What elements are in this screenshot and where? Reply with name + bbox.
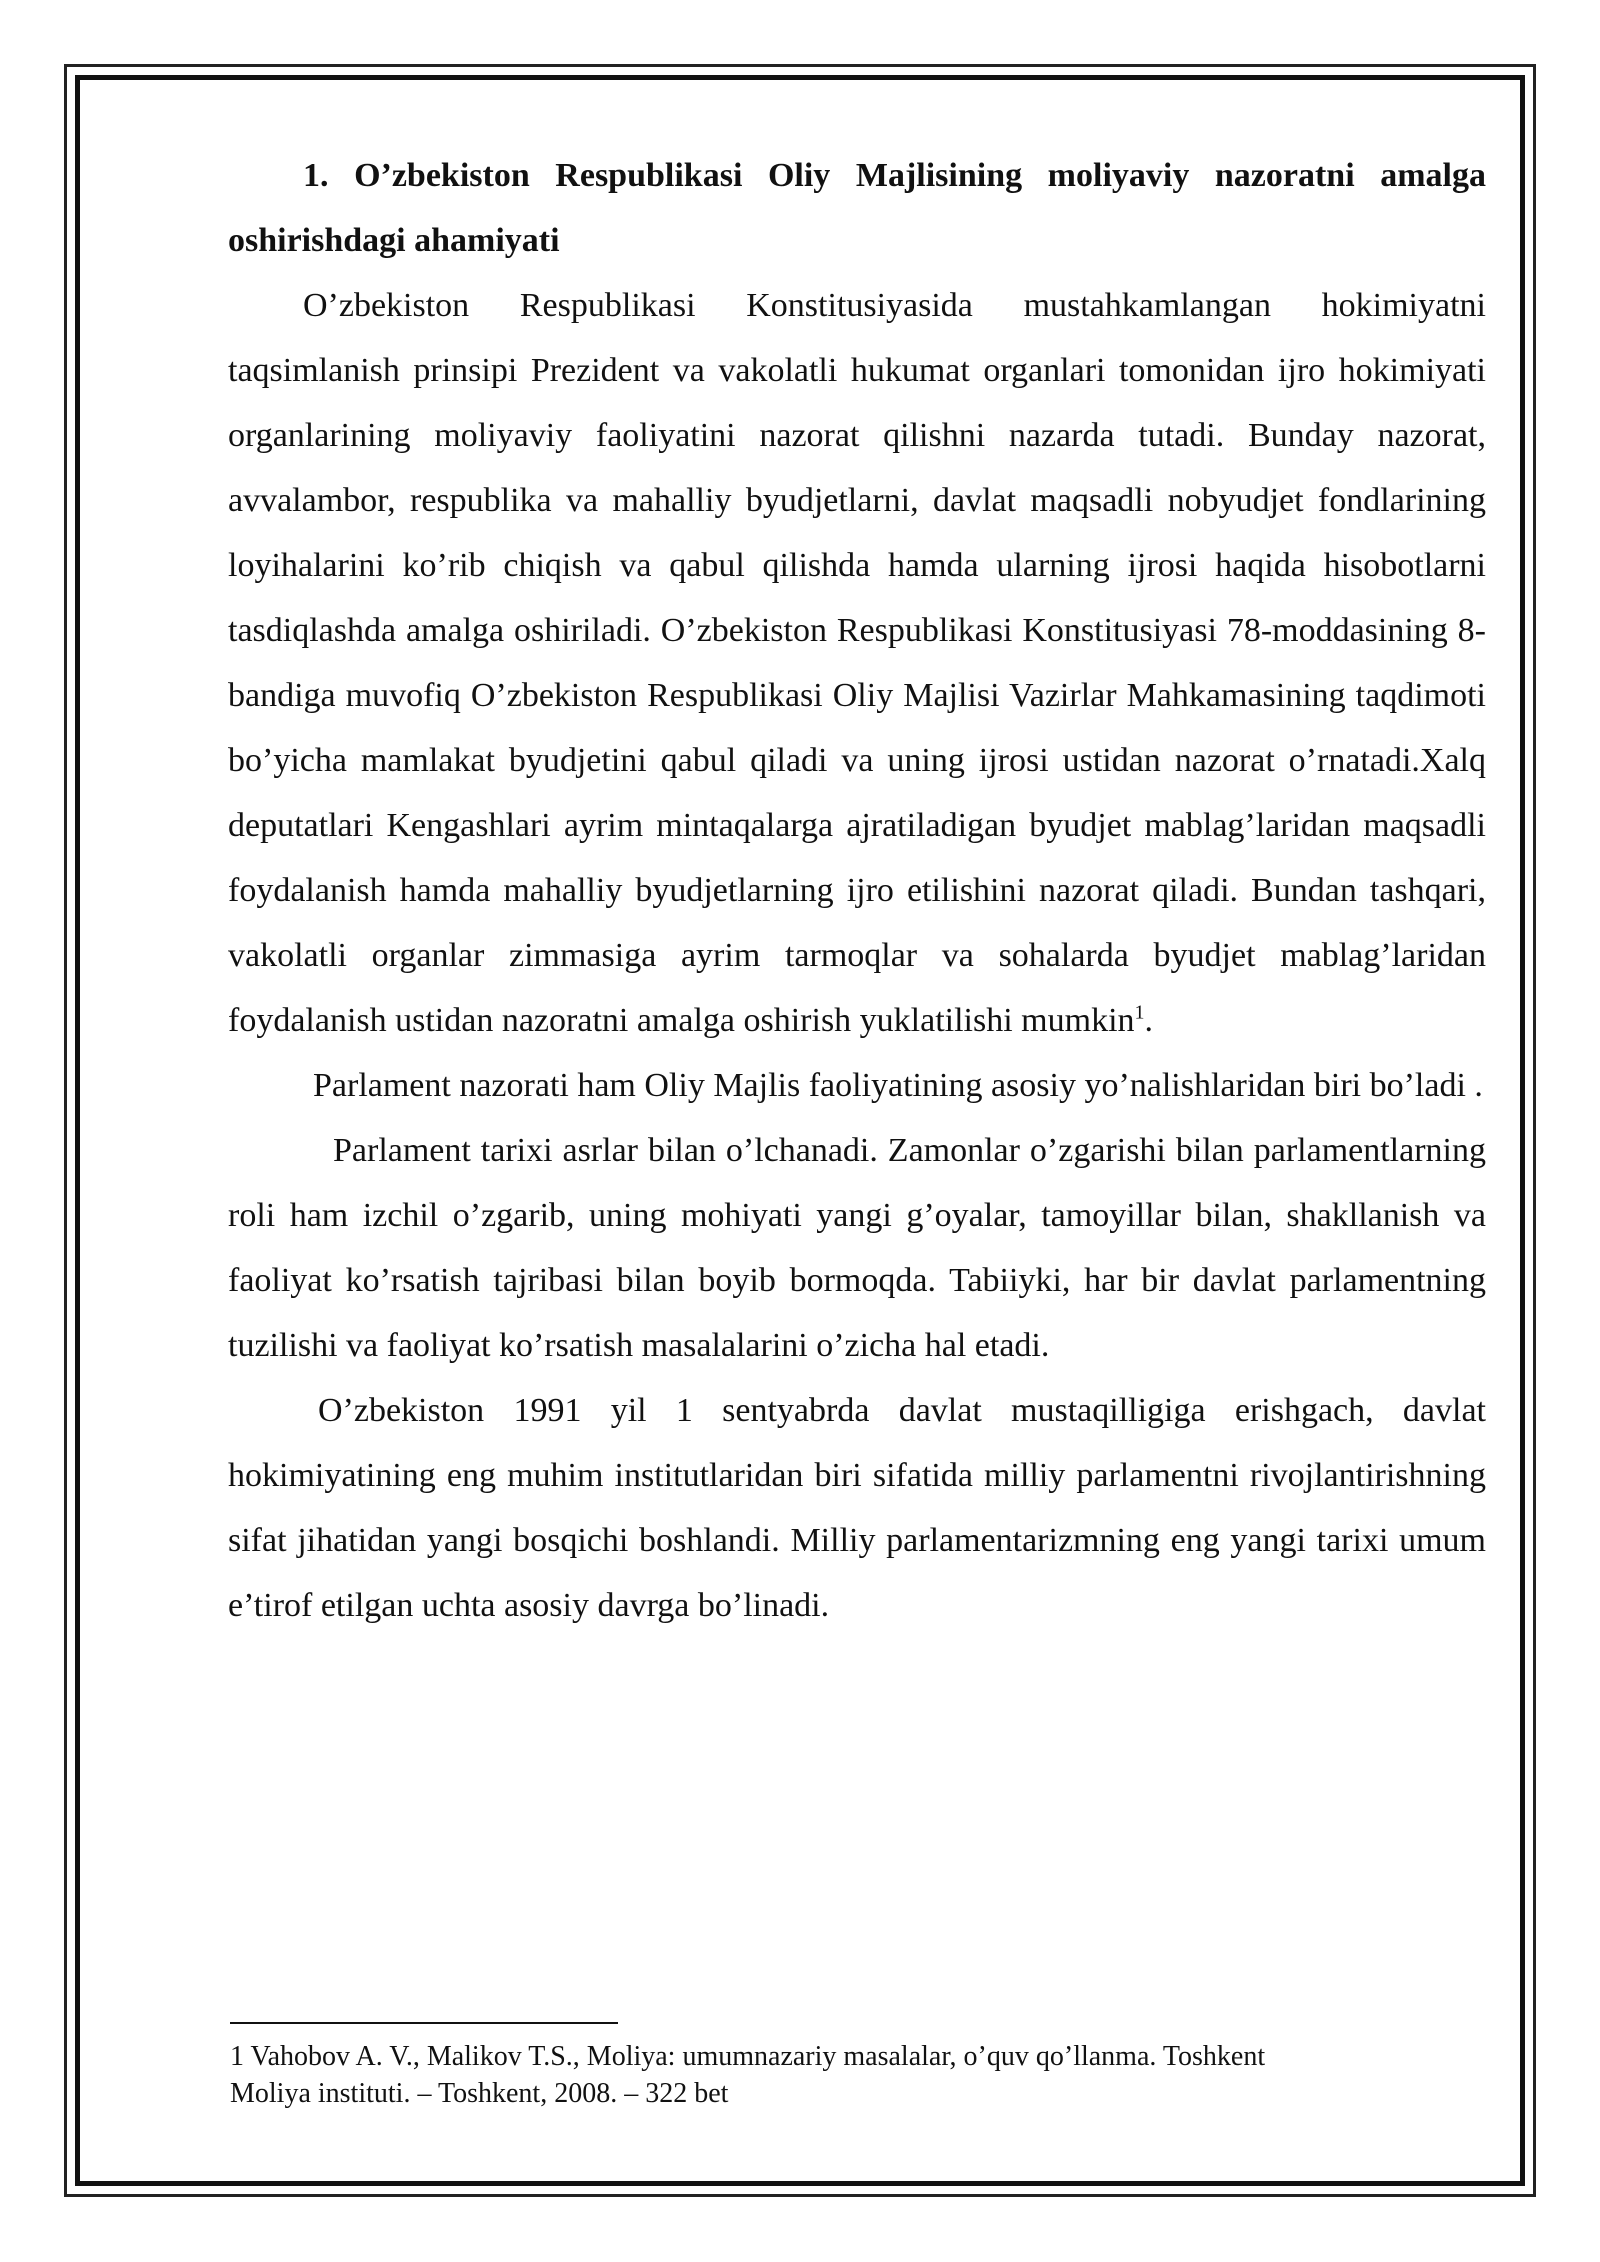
paragraph-2: Parlament nazorati ham Oliy Majlis faoliyatining asosiy yo’nalishlaridan biri bo’ladi .	[313, 1067, 1483, 1104]
paragraph-3: Parlament tarixi asrlar bilan o’lchanadi. Zamonlar o’zgarishi bilan parlamentlarning roli ham izchil o’zgarib, uning mohiyati yangi g’oyalar, tamoyillar bilan, shakllanish va faoliyat ko’rsatish tajribasi bilan boyib bormoqda. Tabiiyki, har bir davlat parlamentning tuzilishi va faoliyat ko’rsatish masalalarini o’zicha hal etadi.	[228, 1132, 1486, 1364]
paragraph-1	[228, 273, 1486, 1053]
paragraph-4: O’zbekiston 1991 yil 1 sentyabrda davlat mustaqilligiga erishgach, davlat hokimiyatining eng muhim institutlaridan biri sifatida milliy parlamentni rivojlantirishning sifat jihatidan yangi bosqichi boshlandi. Milliy parlamentarizmning eng yangi tarixi umum e’tirof etilgan uchta asosiy davrga bo’linadi.	[228, 1392, 1486, 1624]
paragraph-1-end: .	[1144, 1002, 1154, 1039]
footnote	[230, 2038, 1490, 2112]
document-body	[228, 143, 1486, 1638]
footnote-reference[interactable]: 1	[1134, 1001, 1145, 1024]
footnote-line-1: 1 Vahobov A. V., Malikov T.S., Moliya: umumnazariy masalalar, o’quv qo’llanma. Toshkent	[230, 2041, 1266, 2072]
footnote-separator	[230, 2022, 618, 2024]
paragraph-1-text: O’zbekiston Respublikasi Konstitusiyasida mustahkamlangan hokimiyatni taqsimlanish prinsipi Prezident va vakolatli hukumat organlari tomonidan ijro hokimiyati organlarining moliyaviy faoliyatini nazorat qilishni nazarda tutadi. Bunday nazorat, avvalambor, respublika va mahalliy byudjetlarni, davlat maqsadli nobyudjet fondlarining loyihalarini ko’rib chiqish va qabul qilishda hamda ularning ijrosi haqida hisobotlarni tasdiqlashda amalga oshiriladi. O’zbekiston Respublikasi Konstitusiyasi 78-moddasining 8-bandiga muvofiq O’zbekiston Respublikasi Oliy Majlisi Vazirlar Mahkamasining taqdimoti bo’yicha mamlakat byudjetini qabul qiladi va uning ijrosi ustidan nazorat o’rnatadi.Xalq deputatlari Kengashlari ayrim mintaqalarga ajratiladigan byudjet mablag’laridan maqsadli foydalanish hamda mahalliy byudjetlarning ijro etilishini nazorat qiladi. Bundan tashqari, vakolatli organlar zimmasiga ayrim tarmoqlar va sohalarda byudjet mablag’laridan foydalanish ustidan nazoratni amalga oshirish yuklatilishi mumkin	[228, 287, 1486, 1039]
footnote-line-2: Moliya instituti. – Toshkent, 2008. – 322 bet	[230, 2078, 729, 2109]
section-heading: 1. O’zbekiston Respublikasi Oliy Majlisining moliyaviy nazoratni amalga oshirishdagi ahamiyati	[228, 157, 1486, 259]
